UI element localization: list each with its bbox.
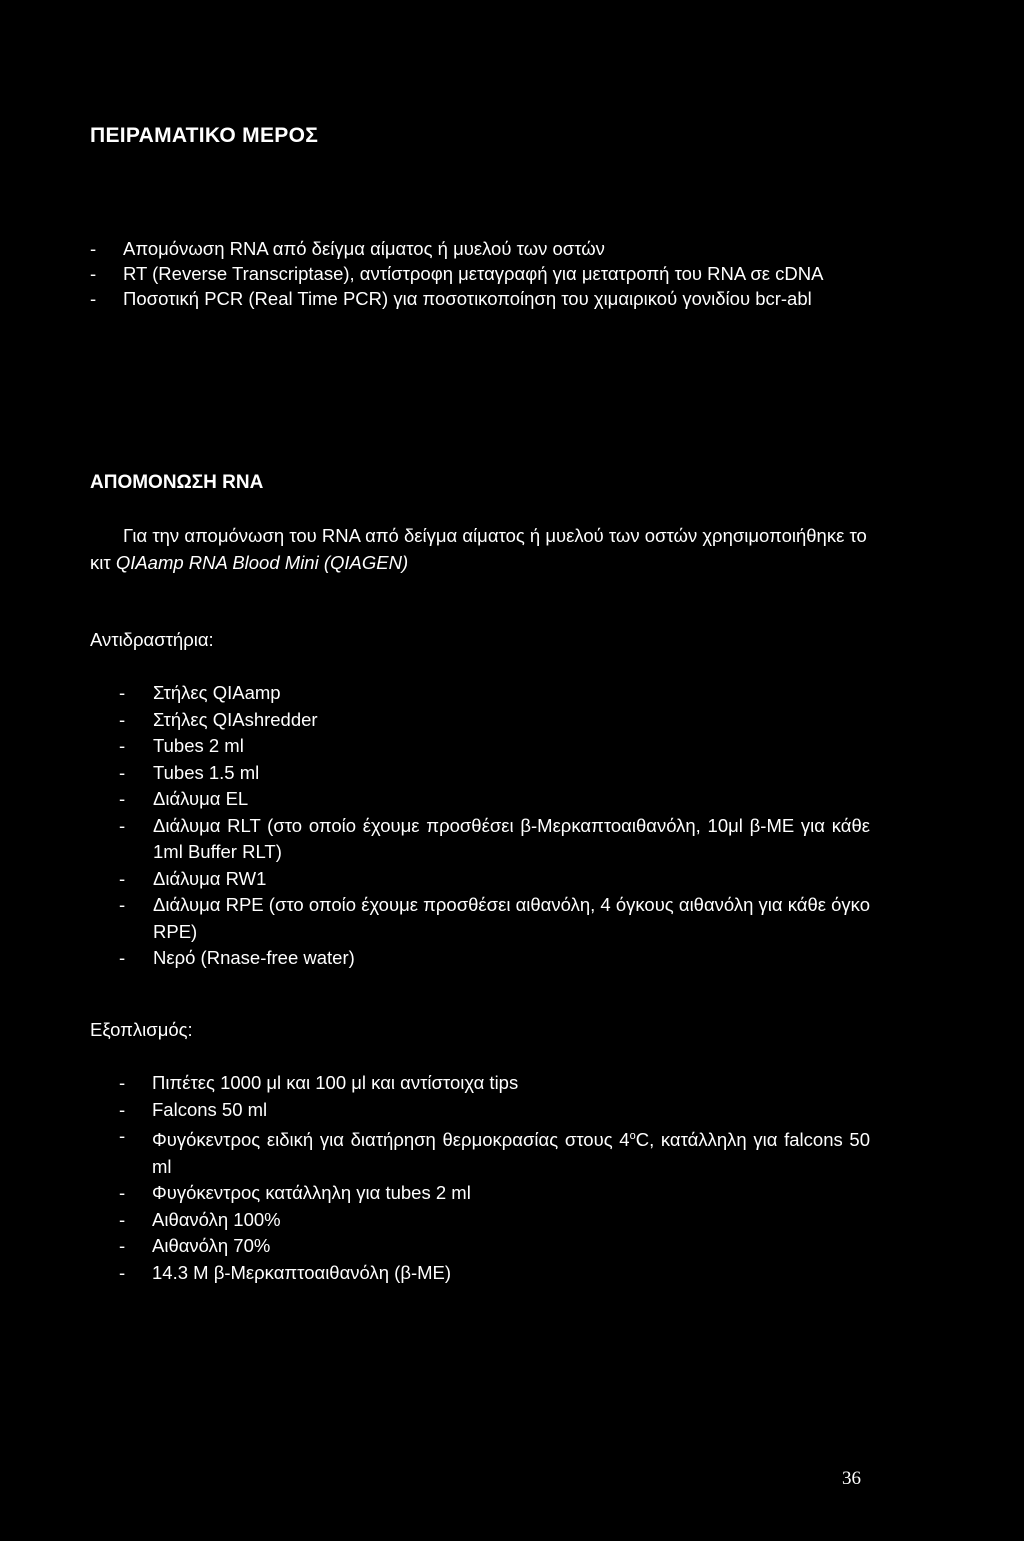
list-item-text: Διάλυμα EL — [153, 788, 249, 809]
page-number: 36 — [842, 1468, 861, 1489]
list-dash: - — [119, 1261, 126, 1283]
list-dash: - — [119, 788, 126, 809]
list-item — [119, 813, 870, 866]
list-item-text: Διάλυμα RPE (στο οποίο έχουμε προσθέσει αιθανόλη, 4 όγκους αιθανόλη για κάθε όγκο RPE) — [153, 894, 870, 942]
list-dash: - — [119, 735, 126, 756]
list-item — [119, 945, 870, 972]
list-item — [119, 680, 870, 707]
list-item-text: Φυγόκεντρος κατάλληλη για tubes 2 ml — [152, 1182, 471, 1204]
list-item — [119, 1123, 870, 1180]
list-item-text: RT (Reverse Transcriptase), αντίστροφη μεταγραφή για μετατροπή του RNA σε cDNA — [123, 263, 824, 284]
list-item-text: Πιπέτες 1000 μl και 100 μl και αντίστοιχα tips — [152, 1072, 519, 1093]
list-dash: - — [119, 814, 126, 836]
procedure-overview-list — [90, 236, 870, 311]
list-item-text: Νερό (Rnase-free water) — [153, 947, 355, 968]
list-dash: - — [119, 1208, 126, 1230]
list-item-text: Διάλυμα RW1 — [153, 867, 267, 889]
paragraph-text: Για την απομόνωση του RNA από δείγμα αίματος ή μυελού των οστών χρησιμοποιήθηκε το κιτ — [90, 525, 867, 573]
equipment-list — [119, 1070, 870, 1286]
list-item — [119, 1070, 870, 1097]
list-item — [119, 1097, 870, 1124]
list-item-text: Αιθανόλη 70% — [152, 1235, 271, 1257]
intro-paragraph — [90, 522, 870, 576]
list-item — [119, 1233, 870, 1260]
list-item-text: 14.3 Μ β-Μερκαπτοαιθανόλη (β-ΜΕ) — [152, 1261, 452, 1283]
list-item — [119, 892, 870, 945]
list-item-text: Ποσοτική PCR (Real Time PCR) για ποσοτικοποίηση του χιμαιρικού γονιδίου bcr-abl — [123, 288, 812, 309]
list-dash: - — [119, 708, 126, 730]
list-item — [119, 1260, 870, 1287]
list-dash: - — [119, 1182, 126, 1204]
list-item-text: Φυγόκεντρος ειδική για διατήρηση θερμοκρασίας στους 4 — [152, 1129, 630, 1151]
page-title: ΠΕΙΡΑΜΑΤΙΚΟ ΜΕΡΟΣ — [90, 124, 319, 147]
list-item-text: Tubes 2 ml — [153, 735, 244, 756]
list-item — [119, 1207, 870, 1234]
list-item — [119, 760, 870, 787]
equipment-label: Εξοπλισμός: — [90, 1019, 193, 1040]
list-item — [119, 733, 870, 760]
list-item — [119, 866, 870, 893]
list-dash: - — [119, 867, 126, 889]
reagents-label: Αντιδραστήρια: — [90, 629, 214, 650]
list-dash: - — [119, 761, 126, 783]
list-dash: - — [90, 238, 97, 259]
list-item — [90, 236, 870, 261]
list-item — [90, 286, 870, 311]
list-item-text: Falcons 50 ml — [152, 1098, 268, 1120]
list-item-text: Απομόνωση RNA από δείγμα αίματος ή μυελού των οστών — [123, 238, 605, 259]
list-item — [119, 786, 870, 813]
list-item-text: Διάλυμα RLT (στο οποίο έχουμε προσθέσει β-Μερκαπτοαιθανόλη, 10μl β-ΜΕ για κάθε 1ml Buffer RLT) — [153, 814, 870, 862]
list-item-text: Tubes 1.5 ml — [153, 761, 260, 783]
list-item-text: C, κατάλληλη για falcons 50 ml — [152, 1129, 870, 1177]
list-item — [119, 1180, 870, 1207]
list-dash: - — [90, 263, 97, 284]
list-dash: - — [119, 1235, 126, 1257]
list-dash: - — [119, 682, 126, 703]
list-item — [119, 707, 870, 734]
list-dash: - — [90, 288, 97, 309]
section-heading: ΑΠΟΜΟΝΩΣΗ RNA — [90, 472, 264, 493]
list-item-text: Αιθανόλη 100% — [152, 1208, 281, 1230]
reagents-list — [119, 680, 870, 972]
list-item-text: Στήλες QIAshredder — [153, 708, 318, 730]
list-item — [90, 261, 870, 286]
list-dash: - — [119, 947, 126, 968]
list-dash: - — [119, 1072, 126, 1093]
degree-superscript: o — [629, 1130, 636, 1142]
list-item-text: Στήλες QIAamp — [153, 682, 281, 703]
list-dash: - — [119, 1098, 126, 1120]
kit-name: QIAamp RNA Blood Mini (QIAGEN) — [115, 552, 409, 573]
list-dash: - — [119, 1125, 126, 1146]
list-dash: - — [119, 894, 126, 915]
